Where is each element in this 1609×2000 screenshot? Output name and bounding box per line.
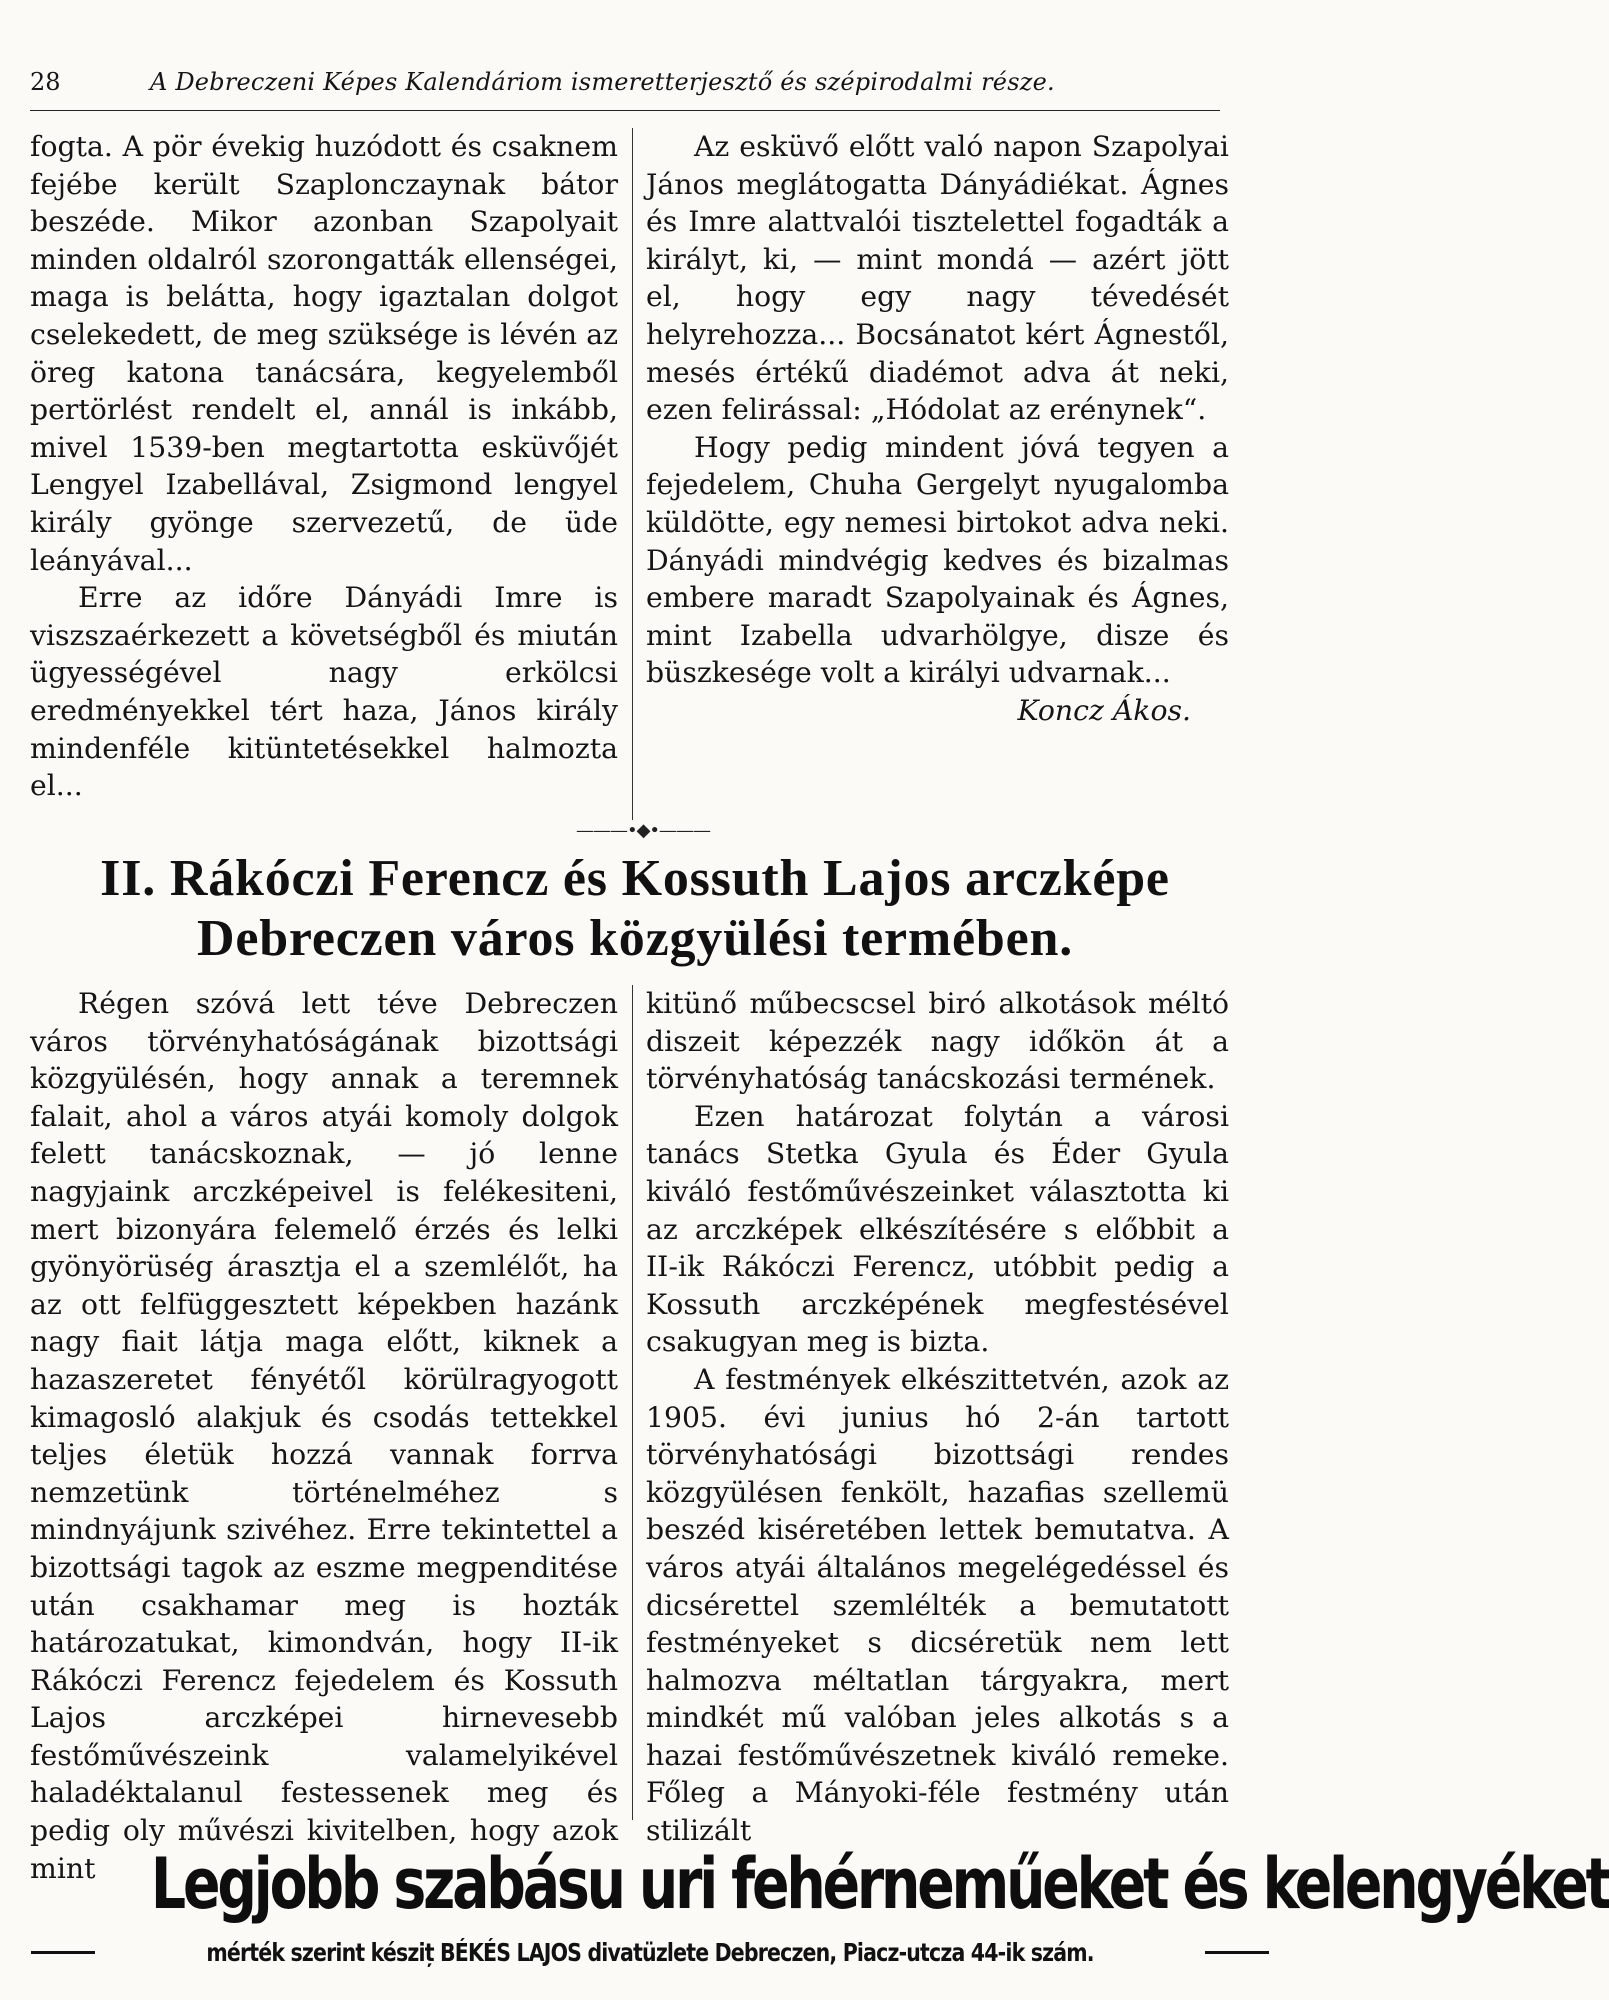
running-title: A Debreczeni Képes Kalendáriom ismeretterjesztő és szépirodalmi része. <box>150 68 1055 96</box>
advertisement-subline <box>70 1935 1230 1969</box>
page-number: 28 <box>30 68 61 96</box>
section-ornament: ———•◆•——— <box>575 820 711 841</box>
advertisement-subline-text: mérték szerint késziț BÉKÉS LAJOS divatüzlete Debreczen, Piacz-utcza 44-ik szám. <box>206 1937 1094 1967</box>
article-right-column <box>646 985 1229 1850</box>
column-divider <box>632 128 633 820</box>
paragraph: Az esküvő előtt való napon Szapolyai János meglátogatta Dányádiékat. Ágnes és Imre alattvalói tisztelettel fogadták a királyt, ki, — mint mondá — azért jött el, hogy egy nagy tévedését helyrehozza... Bocsánatot kért Ágnestől, mesés értékű diadémot adva át neki, ezen felirással: „Hódolat az erénynek“. <box>646 130 1229 427</box>
column-divider <box>632 985 633 1820</box>
paragraph: A festmények elkészittetvén, azok az 1905. évi junius hó 2-án tartott törvényhatósági bizottsági rendes közgyülésen fenkölt, hazafias szellemü beszéd kiséretében lettek bemutatva. A város atyái általános megelégedéssel és dicsérettel szemlélték a bemutatott festményeket s dicséretük nem lett halmozva méltatlan tárgyakra, mert mindkét mű valóban jeles alkotás s a hazai festőművészetnek kiváló remeke. Főleg a Mányoki-féle festmény után stilizált <box>646 1362 1229 1848</box>
paragraph: Erre az időre Dányádi Imre is viszszaérkezett a követségből és miután ügyességével nagy erkölcsi eredményekkel tért haza, János király mindenféle kitüntetésekkel halmozta el... <box>30 581 618 803</box>
story-ending-right-column <box>646 128 1229 730</box>
article-left-column <box>30 985 618 1887</box>
paragraph: kitünő műbecscsel biró alkotások méltó diszeit képezzék nagy időkön át a törvényhatóság tanácskozási termének. <box>646 987 1229 1096</box>
rule-left <box>31 1951 95 1954</box>
article-title-line-1: II. Rákóczi Ferencz és Kossuth Lajos arczképe <box>100 850 1170 907</box>
author-signature: Koncz Ákos. <box>1017 693 1191 727</box>
story-ending-left-column <box>30 128 618 805</box>
article-title-line-2: Debreczen város közgyülési termében. <box>196 910 1074 967</box>
paragraph: Ezen határozat folytán a városi tanács Stetka Gyula és Éder Gyula kiváló festőművészeinket választotta ki az arczképek elkészítésére s előbbit a II-ik Rákóczi Ferencz, utóbbit pedig a Kossuth arczképének megfestésével csakugyan meg is bizta. <box>646 1099 1229 1359</box>
advertisement-headline: Legjobb szabásu uri fehérneműeket és kelengyéket <box>150 1843 1609 1925</box>
rule-right <box>1205 1951 1269 1954</box>
paragraph: fogta. A pör évekig huzódott és csaknem fejébe került Szaplonczaynak bátor beszéde. Mikor azonban Szapolyait minden oldalról szorongatták ellenségei, maga is belátta, hogy igaztalan dolgot cselekedett, de meg szüksége is lévén az öreg katona tanácsára, kegyelemből pertörlést rendelt el, annál is inkább, mivel 1539-ben megtartotta esküvőjét Lengyel Izabellával, Zsigmond lengyel király gyönge szervezetű, de üde leányával... <box>30 130 618 577</box>
page-header <box>30 60 1220 111</box>
paragraph: Régen szóvá lett téve Debreczen város törvényhatóságának bizottsági közgyülésén, hogy annak a teremnek falait, ahol a város atyái komoly dolgok felett tanácskoznak, — jó lenne nagyjaink arczképeivel is felékesiteni, mert bizonyára felemelő érzés és lelki gyönyörüség árasztja el a szemlélőt, ha az ott felfüggesztett képekben hazánk nagy fiait látja maga előtt, kiknek a hazaszeretet fényétől körülragyogott kimagosló alakjuk és csodás tettekkel teljes életük hozzá vannak forrva nemzetünk történelméhez s mindnyájunk szivéhez. Erre tekintettel a bizottsági tagok az eszme megpenditése után csakhamar meg is hozták határozatukat, kimondván, hogy II-ik Rákóczi Ferencz fejedelem és Kossuth Lajos arczképei hirnevesebb festőművészeink valamelyikével haladéktalanul festessenek meg és pedig oly művészi kivitelben, hogy azok mint <box>30 987 618 1885</box>
paragraph: Hogy pedig mindent jóvá tegyen a fejedelem, Chuha Gergelyt nyugalomba küldötte, egy nemesi birtokot adva neki. Dányádi mindvégig kedves és bizalmas embere maradt Szapolyainak és Ágnes, mint Izabella udvarhölgye, disze és büszkesége volt a királyi udvarnak... <box>646 430 1229 690</box>
